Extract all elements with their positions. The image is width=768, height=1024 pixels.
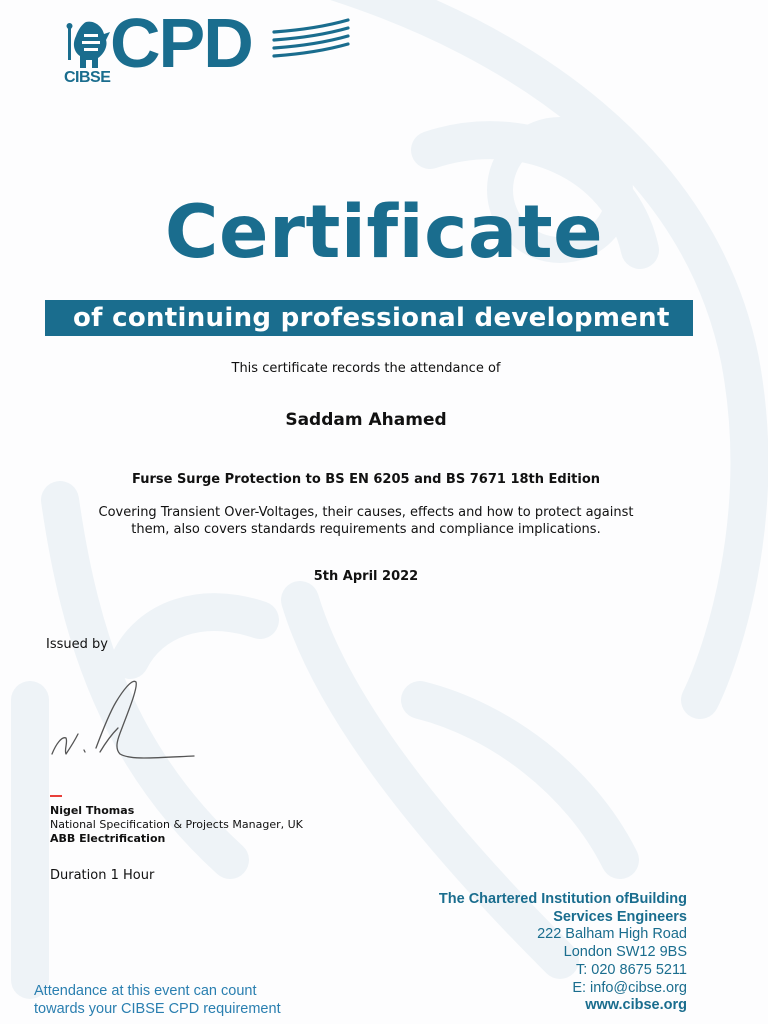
- cpd-footnote: [34, 983, 354, 1018]
- signer-name: Nigel Thomas: [50, 804, 135, 817]
- institution-name-line-1: The Chartered Institution ofBuilding: [438, 891, 687, 907]
- course-description: [0, 504, 732, 538]
- logo-swoosh-icon: [272, 18, 352, 58]
- website-text: www.cibse.org: [585, 997, 687, 1014]
- signature-image: [44, 672, 204, 772]
- logo-cibse-text: CIBSE: [64, 69, 111, 86]
- records-text: This certificate records the attendance of: [231, 361, 501, 376]
- course-title: Furse Surge Protection to BS EN 6205 and BS 7671 18th Edition: [131, 472, 601, 487]
- griffin-emblem-icon: [64, 18, 114, 70]
- footnote-line-1: Attendance at this event can count: [34, 983, 257, 999]
- duration-text: Duration 1 Hour: [50, 868, 155, 883]
- footnote-line-2: towards your CIBSE CPD requirement: [34, 1000, 281, 1017]
- signer-role: National Specification & Projects Manager, UK: [50, 818, 303, 831]
- issued-by-label: Issued by: [46, 637, 108, 652]
- phone-text: T: 020 8675 5211: [576, 961, 687, 978]
- institution-contact-block: [380, 891, 687, 1015]
- email-text: E: info@cibse.org: [572, 979, 687, 996]
- cibse-cpd-logo: [62, 4, 352, 92]
- red-dash: [50, 795, 62, 797]
- address-line-2: London SW12 9BS: [563, 944, 687, 961]
- logo-cpd-text: CPD: [110, 4, 252, 82]
- subtitle-banner: of continuing professional development: [45, 300, 693, 336]
- institution-name-line-2: Services Engineers: [553, 908, 687, 925]
- event-date: 5th April 2022: [313, 569, 419, 584]
- attendee-name: Saddam Ahamed: [285, 410, 447, 430]
- certificate-title: Certificate: [164, 190, 604, 275]
- signer-organisation: ABB Electrification: [50, 832, 166, 845]
- description-line-2: them, also covers standards requirements and compliance implications.: [131, 522, 601, 537]
- description-line-1: Covering Transient Over-Voltages, their causes, effects and how to protect against: [98, 505, 634, 520]
- address-line-1: 222 Balham High Road: [537, 926, 687, 943]
